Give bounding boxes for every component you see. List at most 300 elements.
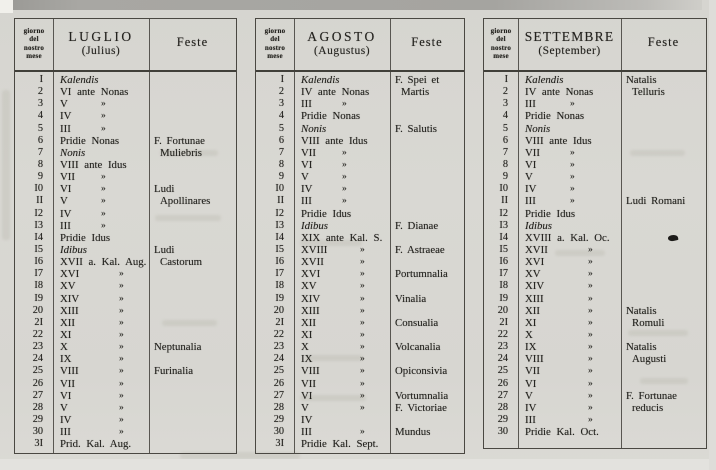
- day-designation: VI: [60, 389, 72, 402]
- table-row: [256, 268, 464, 280]
- feste-cell: [390, 135, 464, 147]
- day-number: I0: [34, 183, 43, 195]
- ditto-mark: »: [119, 427, 124, 438]
- day-number: 4: [502, 110, 508, 122]
- day-designation: IV: [60, 207, 72, 220]
- month-cell: [518, 208, 621, 220]
- month-cell: [294, 390, 390, 402]
- table-row: [256, 86, 464, 98]
- feste-cell: [621, 329, 706, 341]
- day-designation: XVII a. Kal. Aug.: [60, 256, 147, 269]
- feste-cell: [621, 110, 706, 122]
- day-designation: XI: [60, 328, 72, 341]
- month-cell: [294, 110, 390, 122]
- day-designation: XIII: [525, 292, 544, 305]
- day-designation: Pridie Nonas: [301, 110, 361, 123]
- table-row: [256, 244, 464, 256]
- month-cell: [53, 220, 149, 232]
- table-row: [484, 378, 706, 390]
- day-designation: Kalendis: [301, 74, 340, 86]
- day-number: 30: [32, 426, 43, 438]
- month-cell: [518, 256, 621, 268]
- feste-cell: [149, 123, 236, 135]
- month-cell: [294, 183, 390, 195]
- day-designation: VI: [525, 377, 537, 390]
- feste-cell: Ludi: [154, 243, 175, 256]
- month-header: [294, 19, 390, 70]
- ditto-mark: »: [570, 196, 575, 207]
- day-number: 3: [278, 98, 284, 110]
- feste-cell: [390, 159, 464, 171]
- day-number: 30: [497, 426, 508, 438]
- month-cell: [518, 183, 621, 195]
- ditto-mark: »: [570, 99, 575, 110]
- day-number: 22: [497, 328, 508, 340]
- day-number: 27: [32, 389, 43, 401]
- day-column-header: giorno del nostro mese: [23, 27, 45, 61]
- day-number: I2: [499, 207, 508, 219]
- feste-cell: [621, 232, 706, 244]
- day-number: I2: [275, 207, 284, 219]
- month-header: [53, 19, 149, 70]
- table-row: [15, 159, 236, 171]
- feste-cell: [621, 98, 706, 110]
- ditto-mark: »: [588, 342, 593, 353]
- ditto-mark: »: [588, 305, 593, 316]
- feste-cell: F. Salutis: [395, 122, 437, 135]
- day-designation: XVI: [525, 256, 545, 269]
- feste-cell: [149, 438, 236, 450]
- day-designation: XIV: [60, 292, 80, 305]
- day-designation: VI ante Nonas: [60, 86, 129, 99]
- feste-cell: Romuli: [632, 316, 665, 329]
- header-divider: [484, 70, 706, 72]
- day-designation: VI: [525, 158, 537, 171]
- ditto-mark: »: [360, 257, 365, 268]
- table-row: [484, 280, 706, 292]
- feste-cell: Furinalia: [154, 365, 193, 378]
- table-row: [256, 183, 464, 195]
- ditto-mark: »: [360, 293, 365, 304]
- table-row: [256, 98, 464, 110]
- day-number: 6: [278, 134, 284, 146]
- day-designation: XIX ante Kal. S.: [301, 231, 383, 244]
- month-cell: [294, 195, 390, 207]
- day-number: 9: [37, 171, 43, 183]
- ditto-mark: »: [119, 329, 124, 340]
- ditto-mark: »: [119, 293, 124, 304]
- day-designation: Idibus: [60, 243, 87, 256]
- day-number: 5: [502, 122, 508, 134]
- day-designation: V: [301, 171, 309, 184]
- feste-cell: [621, 123, 706, 135]
- feste-cell: [390, 438, 464, 450]
- table-row: [256, 147, 464, 159]
- table-row: [15, 414, 236, 426]
- feste-cell: [390, 353, 464, 365]
- table-row: [484, 365, 706, 377]
- day-designation: VII: [525, 146, 540, 159]
- day-number: I9: [275, 292, 284, 304]
- table-row: [484, 244, 706, 256]
- month-cell: [53, 123, 149, 135]
- feste-cell: F. Spei et: [395, 74, 440, 86]
- day-number: 29: [497, 413, 508, 425]
- table-row: [15, 86, 236, 98]
- table-row: [15, 183, 236, 195]
- table-header: [256, 19, 464, 70]
- day-designation: V: [525, 389, 533, 402]
- day-designation: III: [525, 98, 536, 111]
- month-cell: [518, 147, 621, 159]
- day-number: 8: [37, 158, 43, 170]
- day-number: 29: [273, 413, 284, 425]
- feste-cell: F. Victoriae: [395, 401, 447, 414]
- feste-cell: reducis: [632, 401, 664, 414]
- feste-cell: Telluris: [632, 86, 665, 99]
- ditto-mark: »: [588, 402, 593, 413]
- day-designation: VIII ante Idus: [301, 134, 368, 147]
- table-row: [256, 280, 464, 292]
- feste-cell: Natalis: [626, 341, 657, 354]
- table-row: [256, 353, 464, 365]
- feste-cell: Portumnalia: [395, 268, 448, 281]
- feste-cell: [149, 268, 236, 280]
- table-row: [484, 110, 706, 122]
- table-row: [484, 390, 706, 402]
- table-row: [256, 135, 464, 147]
- day-designation: XVI: [60, 268, 80, 281]
- day-number: 28: [32, 401, 43, 413]
- month-cell: [518, 135, 621, 147]
- feste-column-header: Feste: [411, 35, 443, 49]
- table-row: [484, 256, 706, 268]
- feste-cell: [390, 195, 464, 207]
- table-row: [484, 220, 706, 232]
- day-designation: X: [301, 341, 309, 354]
- ditto-mark: »: [588, 414, 593, 425]
- day-designation: VI: [301, 389, 313, 402]
- feste-cell: [621, 365, 706, 377]
- month-cell: [53, 110, 149, 122]
- ditto-mark: »: [342, 99, 347, 110]
- day-number: 4: [278, 110, 284, 122]
- feste-cell: [621, 293, 706, 305]
- table-row: [15, 195, 236, 207]
- month-cell: [294, 317, 390, 329]
- feste-cell: [621, 244, 706, 256]
- day-number: I6: [499, 256, 508, 268]
- day-designation: IV: [301, 183, 313, 196]
- feste-cell: [149, 353, 236, 365]
- table-row: [256, 159, 464, 171]
- day-number: 9: [278, 171, 284, 183]
- feste-cell: [390, 183, 464, 195]
- table-row: [15, 74, 236, 86]
- day-number: I0: [275, 183, 284, 195]
- table-row: [15, 268, 236, 280]
- ditto-mark: »: [360, 342, 365, 353]
- month-cell: [518, 293, 621, 305]
- day-number: 3: [502, 98, 508, 110]
- day-number: 30: [273, 426, 284, 438]
- month-cell: [53, 147, 149, 159]
- feste-cell: [621, 220, 706, 232]
- ditto-mark: »: [342, 196, 347, 207]
- feste-cell: Natalis: [626, 74, 657, 86]
- month-cell: [294, 353, 390, 365]
- ditto-mark: »: [360, 390, 365, 401]
- table-row: [484, 232, 706, 244]
- table-row: [15, 220, 236, 232]
- day-column-header: giorno del nostro mese: [490, 27, 512, 61]
- month-cell: [518, 232, 621, 244]
- day-designation: Kalendis: [60, 74, 99, 86]
- day-designation: V: [301, 401, 309, 414]
- day-number: 22: [273, 328, 284, 340]
- month-cell: [294, 256, 390, 268]
- table-row: [484, 268, 706, 280]
- day-number: 4: [37, 110, 43, 122]
- day-designation: VII: [60, 171, 75, 184]
- month-cell: [518, 98, 621, 110]
- month-cell: [518, 123, 621, 135]
- ditto-mark: »: [101, 111, 106, 122]
- table-row: [256, 208, 464, 220]
- month-cell: [294, 293, 390, 305]
- table-row: [15, 123, 236, 135]
- month-cell: [518, 305, 621, 317]
- day-designation: III: [525, 195, 536, 208]
- month-cell: [518, 426, 621, 438]
- day-designation: V: [60, 195, 68, 208]
- table-header: [484, 19, 706, 70]
- ditto-mark: »: [360, 329, 365, 340]
- day-number: 2: [278, 86, 284, 98]
- month-cell: [53, 390, 149, 402]
- day-designation: Pridie Idus: [60, 231, 111, 244]
- table-rows: [256, 74, 464, 450]
- day-designation: XVI: [301, 268, 321, 281]
- day-designation: IV: [60, 413, 72, 426]
- ditto-mark: »: [570, 159, 575, 170]
- ditto-mark: »: [360, 317, 365, 328]
- month-cell: [518, 171, 621, 183]
- table-row: [256, 390, 464, 402]
- feste-cell: F. Dianae: [395, 219, 439, 232]
- calendar-table-agosto: [255, 18, 465, 454]
- month-cell: [294, 426, 390, 438]
- month-latin-name: (September): [538, 45, 601, 57]
- month-latin-name: (Julius): [81, 45, 121, 57]
- day-number: I6: [34, 256, 43, 268]
- day-designation: XIV: [525, 280, 545, 293]
- month-cell: [53, 293, 149, 305]
- day-number: 27: [273, 389, 284, 401]
- day-designation: Nonis: [525, 122, 551, 135]
- feste-cell: [621, 280, 706, 292]
- month-latin-name: (Augustus): [313, 45, 371, 57]
- month-cell: [518, 220, 621, 232]
- table-row: [15, 110, 236, 122]
- month-cell: [294, 98, 390, 110]
- day-number: I8: [34, 280, 43, 292]
- ditto-mark: »: [101, 184, 106, 195]
- table-row: [15, 317, 236, 329]
- day-designation: IX: [525, 341, 537, 354]
- day-number: 2I: [275, 316, 284, 328]
- day-number: I8: [275, 280, 284, 292]
- month-cell: [518, 341, 621, 353]
- day-number: II: [277, 195, 284, 207]
- ditto-mark: »: [119, 366, 124, 377]
- table-row: [15, 305, 236, 317]
- month-cell: [518, 402, 621, 414]
- feste-cell: [149, 317, 236, 329]
- ditto-mark: »: [101, 220, 106, 231]
- table-row: [256, 123, 464, 135]
- day-number: 2: [502, 86, 508, 98]
- day-designation: XV: [301, 280, 317, 293]
- day-designation: III: [301, 98, 312, 111]
- ditto-mark: »: [101, 123, 106, 134]
- month-cell: [518, 365, 621, 377]
- day-designation: Nonis: [60, 146, 86, 159]
- day-number: I7: [499, 268, 508, 280]
- feste-cell: [149, 86, 236, 98]
- day-number: 2I: [499, 316, 508, 328]
- day-designation: VIII: [525, 353, 544, 366]
- day-designation: Pridie Nonas: [525, 110, 585, 123]
- ditto-mark: »: [119, 378, 124, 389]
- month-cell: [53, 329, 149, 341]
- day-designation: Idibus: [525, 219, 552, 232]
- day-designation: III: [60, 219, 71, 232]
- table-row: [484, 353, 706, 365]
- day-designation: VII: [301, 146, 316, 159]
- table-row: [484, 208, 706, 220]
- day-number: 24: [32, 353, 43, 365]
- day-number: I0: [499, 183, 508, 195]
- ditto-mark: »: [588, 281, 593, 292]
- day-number: 23: [32, 341, 43, 353]
- table-row: [15, 402, 236, 414]
- feste-cell: [149, 329, 236, 341]
- table-row: [15, 378, 236, 390]
- day-designation: III: [60, 122, 71, 135]
- month-cell: [53, 74, 149, 86]
- month-cell: [53, 317, 149, 329]
- day-number: 22: [32, 328, 43, 340]
- table-row: [256, 220, 464, 232]
- feste-cell: Castorum: [160, 256, 202, 269]
- day-designation: VI: [301, 158, 313, 171]
- month-cell: [53, 426, 149, 438]
- feste-cell: [621, 268, 706, 280]
- day-number: 7: [278, 146, 284, 158]
- day-designation: VII: [301, 377, 316, 390]
- day-designation: VIII: [301, 365, 320, 378]
- day-number: 26: [32, 377, 43, 389]
- day-designation: VI: [60, 183, 72, 196]
- month-cell: [518, 86, 621, 98]
- month-cell: [518, 280, 621, 292]
- day-number: 6: [502, 134, 508, 146]
- ditto-mark: »: [588, 257, 593, 268]
- month-cell: [294, 329, 390, 341]
- day-number: 7: [502, 146, 508, 158]
- table-row: [15, 208, 236, 220]
- table-row: [484, 195, 706, 207]
- feste-cell: [149, 414, 236, 426]
- table-row: [484, 317, 706, 329]
- day-number: 27: [497, 389, 508, 401]
- feste-cell: [621, 159, 706, 171]
- table-row: [15, 293, 236, 305]
- day-number: 8: [278, 158, 284, 170]
- month-name: SETTEMBRE: [524, 29, 615, 44]
- day-designation: III: [60, 426, 71, 439]
- month-cell: [53, 86, 149, 98]
- table-row: [484, 86, 706, 98]
- feste-cell: [149, 390, 236, 402]
- day-number: 2: [37, 86, 43, 98]
- ink-blot-artifact: [667, 234, 678, 242]
- table-row: [484, 414, 706, 426]
- day-designation: Kalendis: [525, 74, 564, 86]
- month-name: AGOSTO: [307, 29, 377, 44]
- month-cell: [518, 414, 621, 426]
- feste-cell: Mundus: [395, 426, 431, 439]
- day-number: 23: [273, 341, 284, 353]
- month-cell: [518, 268, 621, 280]
- feste-cell: Muliebris: [160, 146, 202, 159]
- day-designation: XI: [301, 328, 313, 341]
- feste-cell: [621, 183, 706, 195]
- day-number: 9: [502, 171, 508, 183]
- day-designation: XIV: [301, 292, 321, 305]
- ditto-mark: »: [342, 172, 347, 183]
- month-cell: [294, 74, 390, 86]
- day-designation: III: [525, 413, 536, 426]
- ditto-mark: »: [588, 244, 593, 255]
- month-cell: [53, 183, 149, 195]
- feste-cell: [149, 378, 236, 390]
- month-cell: [294, 268, 390, 280]
- table-row: [15, 329, 236, 341]
- feste-cell: Volcanalia: [395, 341, 441, 354]
- day-designation: IV: [525, 401, 537, 414]
- month-cell: [518, 390, 621, 402]
- feste-cell: [390, 305, 464, 317]
- month-cell: [294, 159, 390, 171]
- feste-cell: [621, 426, 706, 438]
- day-designation: Prid. Kal. Aug.: [60, 438, 132, 451]
- table-rows: [15, 74, 236, 450]
- day-number: 3I: [275, 438, 284, 450]
- month-cell: [294, 171, 390, 183]
- month-cell: [294, 220, 390, 232]
- month-cell: [53, 208, 149, 220]
- table-row: [256, 317, 464, 329]
- month-cell: [294, 147, 390, 159]
- day-column-header: giorno del nostro mese: [264, 27, 286, 61]
- day-designation: XII: [60, 316, 75, 329]
- feste-cell: [149, 280, 236, 292]
- scan-corner-artifact: [0, 0, 13, 13]
- ditto-mark: »: [360, 281, 365, 292]
- day-number: I5: [34, 243, 43, 255]
